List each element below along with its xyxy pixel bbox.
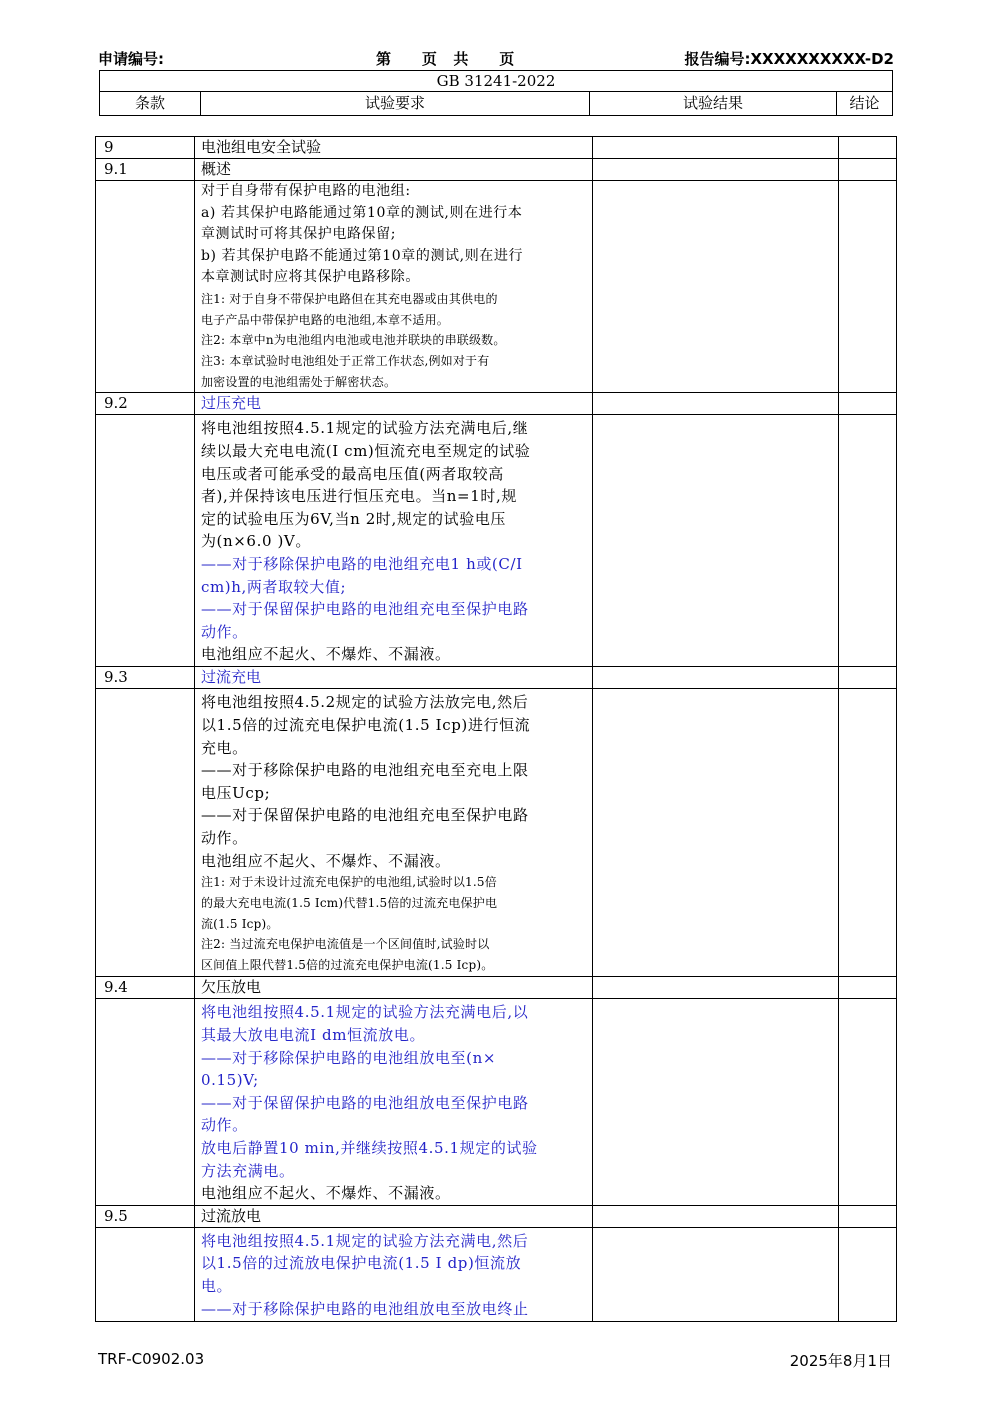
note-line: 注2: 本章中n为电池组内电池或电池并联块的串联级数。 — [200, 333, 506, 348]
issue-date: 2025年8月1日 — [789, 1352, 892, 1370]
requirement-text — [194, 415, 592, 667]
requirement-title: 欠压放电 — [194, 977, 592, 999]
result-cell[interactable] — [592, 137, 838, 159]
result-cell[interactable] — [592, 977, 838, 999]
table-row — [96, 977, 897, 999]
result-cell[interactable] — [592, 689, 838, 977]
table-row — [96, 393, 897, 415]
result-cell[interactable] — [592, 667, 838, 689]
result-cell[interactable] — [592, 1227, 838, 1321]
column-requirement: 试验要求 — [201, 92, 590, 116]
result-cell[interactable] — [592, 999, 838, 1205]
text-line: a) 若其保护电路能通过第10章的测试,则在进行本 — [200, 204, 523, 221]
clause-cell: 9.5 — [96, 1205, 195, 1227]
verdict-cell[interactable] — [839, 1205, 897, 1227]
requirement-text — [194, 1227, 592, 1321]
note-line: 注3: 本章试验时电池组处于正常工作状态,例如对于有 — [200, 354, 490, 369]
text-line: 续以最大充电电流(I cm)恒流充电至规定的试验 — [200, 442, 531, 461]
text-line: 动作。 — [200, 829, 248, 848]
text-line: 电池组应不起火、不爆炸、不漏液。 — [200, 1184, 451, 1203]
test-table — [95, 136, 897, 1322]
column-clause: 条款 — [100, 92, 201, 116]
requirement-title: 过压充电 — [194, 393, 592, 415]
verdict-cell[interactable] — [839, 137, 897, 159]
result-cell[interactable] — [592, 1205, 838, 1227]
clause-cell — [96, 1227, 195, 1321]
text-line: 将电池组按照4.5.1规定的试验方法充满电后,继 — [200, 419, 529, 438]
text-line: ——对于保留保护电路的电池组放电至保护电路 — [200, 1093, 529, 1112]
header-table — [99, 70, 893, 116]
clause-cell: 9.4 — [96, 977, 195, 999]
text-line: 电池组应不起火、不爆炸、不漏液。 — [200, 851, 451, 870]
text-line: ——对于移除保护电路的电池组放电至放电终止 — [200, 1299, 529, 1318]
text-line: 将电池组按照4.5.1规定的试验方法充满电,然后 — [200, 1231, 529, 1250]
requirement-title: 过流充电 — [194, 667, 592, 689]
clause-cell: 9 — [96, 137, 195, 159]
requirement-title: 概述 — [194, 159, 592, 181]
text-line: 者),并保持该电压进行恒压充电。当n=1时,规 — [200, 487, 517, 506]
text-line: ——对于保留保护电路的电池组充电至保护电路 — [200, 600, 529, 619]
verdict-cell[interactable] — [839, 415, 897, 667]
table-row — [96, 181, 897, 393]
table-row — [96, 415, 897, 667]
text-line: 对于自身带有保护电路的电池组: — [200, 183, 411, 199]
clause-cell — [96, 689, 195, 977]
verdict-cell[interactable] — [839, 977, 897, 999]
text-line: 动作。 — [200, 622, 248, 641]
text-line: 定的试验电压为6V,当n 2时,规定的试验电压 — [200, 509, 507, 528]
verdict-cell[interactable] — [839, 999, 897, 1205]
clause-cell — [96, 999, 195, 1205]
note-line: 流(1.5 Icp)。 — [200, 916, 279, 931]
requirement-text — [194, 181, 592, 393]
result-cell[interactable] — [592, 159, 838, 181]
text-line: cm)h,两者取较大值; — [200, 577, 347, 596]
note-line: 注1: 对于自身不带保护电路但在其充电器或由其供电的 — [200, 291, 498, 306]
page-label-gong: 共 — [453, 50, 471, 68]
text-line: 电压Ucp; — [200, 783, 271, 802]
text-line: 放电后静置10 min,并继续按照4.5.1规定的试验 — [200, 1139, 538, 1158]
text-line: 以1.5倍的过流放电保护电流(1.5 I dp)恒流放 — [200, 1254, 522, 1273]
text-line: 电池组应不起火、不爆炸、不漏液。 — [200, 645, 451, 664]
text-line: 章测试时可将其保护电路保留; — [200, 226, 397, 243]
page-label-ye2: 页 — [499, 50, 517, 68]
clause-cell — [96, 181, 195, 393]
text-line: ——对于移除保护电路的电池组充电至充电上限 — [200, 761, 529, 780]
requirement-text — [194, 999, 592, 1205]
result-cell[interactable] — [592, 181, 838, 393]
page-label-ye: 页 — [421, 50, 439, 68]
clause-cell — [96, 415, 195, 667]
table-row — [96, 1205, 897, 1227]
table-row — [96, 999, 897, 1205]
note-line: 的最大充电电流(1.5 Icm)代替1.5倍的过流充电保护电 — [200, 895, 498, 910]
note-line: 加密设置的电池组需处于解密状态。 — [200, 374, 397, 389]
requirement-title: 过流放电 — [194, 1205, 592, 1227]
text-line: 方法充满电。 — [200, 1161, 295, 1180]
verdict-cell[interactable] — [839, 393, 897, 415]
note-line: 注2: 当过流充电保护电流值是一个区间值时,试验时以 — [200, 937, 490, 952]
page-header-line — [98, 48, 894, 70]
verdict-cell[interactable] — [839, 689, 897, 977]
text-line: 将电池组按照4.5.1规定的试验方法充满电后,以 — [200, 1003, 529, 1022]
text-line: 以1.5倍的过流充电保护电流(1.5 Icp)进行恒流 — [200, 716, 531, 735]
page-label-di: 第 — [376, 50, 394, 68]
clause-cell: 9.1 — [96, 159, 195, 181]
application-number-label: 申请编号: — [98, 50, 164, 68]
clause-cell: 9.2 — [96, 393, 195, 415]
requirement-title: 电池组电安全试验 — [194, 137, 592, 159]
page-count-label — [376, 48, 516, 69]
table-row — [96, 667, 897, 689]
column-result: 试验结果 — [590, 92, 837, 116]
table-row — [96, 159, 897, 181]
text-line: ——对于保留保护电路的电池组充电至保护电路 — [200, 806, 529, 825]
text-line: 电压或者可能承受的最高电压值(两者取较高 — [200, 464, 504, 483]
column-verdict: 结论 — [837, 92, 893, 116]
text-line: ——对于移除保护电路的电池组充电1 h或(C/I — [200, 555, 523, 574]
result-cell[interactable] — [592, 415, 838, 667]
requirement-text — [194, 689, 592, 977]
table-row — [96, 689, 897, 977]
verdict-cell[interactable] — [839, 667, 897, 689]
text-line: 本章测试时应将其保护电路移除。 — [200, 269, 420, 286]
verdict-cell[interactable] — [839, 1227, 897, 1321]
text-line: b) 若其保护电路不能通过第10章的测试,则在进行 — [200, 247, 524, 264]
text-line: 为(n×6.0 )V。 — [200, 532, 311, 551]
text-line: 动作。 — [200, 1116, 248, 1135]
form-number: TRF-C0902.03 — [98, 1350, 205, 1368]
text-line: 电。 — [200, 1277, 233, 1296]
note-line: 区间值上限代替1.5倍的过流充电保护电流(1.5 Icp)。 — [200, 958, 494, 973]
text-line: 将电池组按照4.5.2规定的试验方法放完电,然后 — [200, 693, 529, 712]
clause-cell: 9.3 — [96, 667, 195, 689]
verdict-cell[interactable] — [839, 159, 897, 181]
note-line: 注1: 对于未设计过流充电保护的电池组,试验时以1.5倍 — [200, 875, 497, 890]
standard-number: GB 31241-2022 — [100, 71, 893, 92]
text-line: 充电。 — [200, 738, 248, 757]
text-line: ——对于移除保护电路的电池组放电至(n× — [200, 1048, 497, 1067]
result-cell[interactable] — [592, 393, 838, 415]
table-row — [96, 1227, 897, 1321]
text-line: 其最大放电电流I dm恒流放电。 — [200, 1026, 426, 1045]
note-line: 电子产品中带保护电路的电池组,本章不适用。 — [200, 312, 449, 327]
report-number: 报告编号:XXXXXXXXXX-D2 — [684, 50, 894, 68]
verdict-cell[interactable] — [839, 181, 897, 393]
text-line: 0.15)V; — [200, 1071, 259, 1090]
table-row — [96, 137, 897, 159]
